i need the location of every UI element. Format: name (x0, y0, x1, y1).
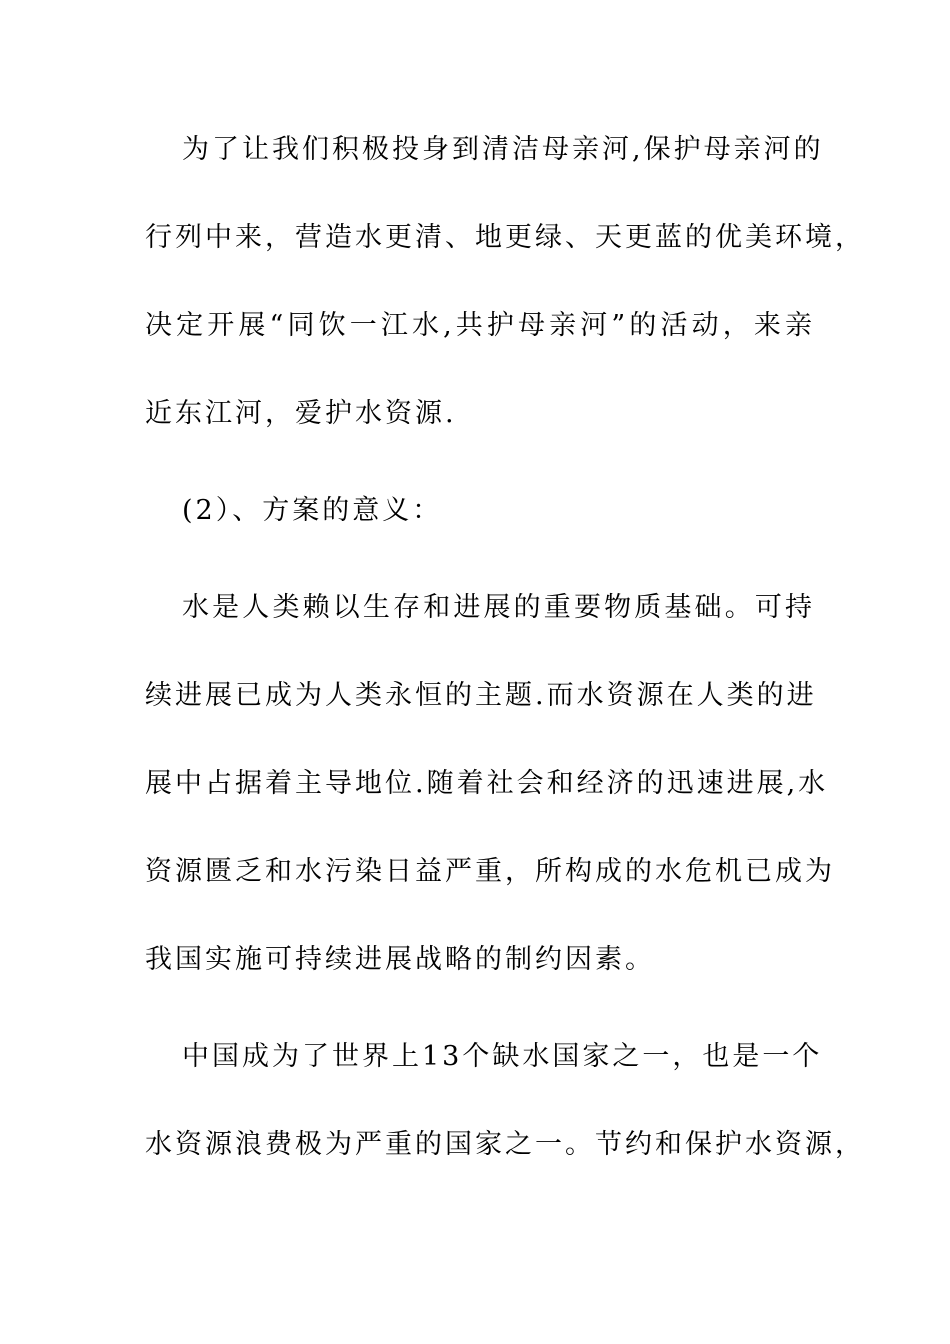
paragraph-2-line-1: 水是人类赖以生存和进展的重要物质基础。可持 (182, 592, 815, 623)
paragraph-3-line-2: 水资源浪费极为严重的国家之一。节约和保护水资源， (145, 1129, 865, 1160)
paragraph-1-line-4: 近东江河，爱护水资源. (145, 398, 457, 429)
paragraph-2-line-3: 展中占据着主导地位.随着社会和经济的迅速进展,水 (145, 768, 829, 799)
paragraph-2-line-5: 我国实施可持续进展战略的制约因素。 (145, 944, 655, 975)
paragraph-2-line-4: 资源匮乏和水污染日益严重，所构成的水危机已成为 (145, 856, 835, 887)
paragraph-1-line-1: 为了让我们积极投身到清洁母亲河,保护母亲河的 (182, 134, 824, 165)
paragraph-3-line-1: 中国成为了世界上13个缺水国家之一，也是一个 (182, 1041, 823, 1072)
paragraph-1-line-3: 决定开展“同饮一江水,共护母亲河”的活动，来亲 (145, 310, 815, 341)
section-heading: (2）、方案的意义： (182, 495, 443, 526)
paragraph-1-line-2: 行列中来，营造水更清、地更绿、天更蓝的优美环境， (145, 222, 865, 253)
paragraph-2-line-2: 续进展已成为人类永恒的主题.而水资源在人类的进 (145, 680, 817, 711)
